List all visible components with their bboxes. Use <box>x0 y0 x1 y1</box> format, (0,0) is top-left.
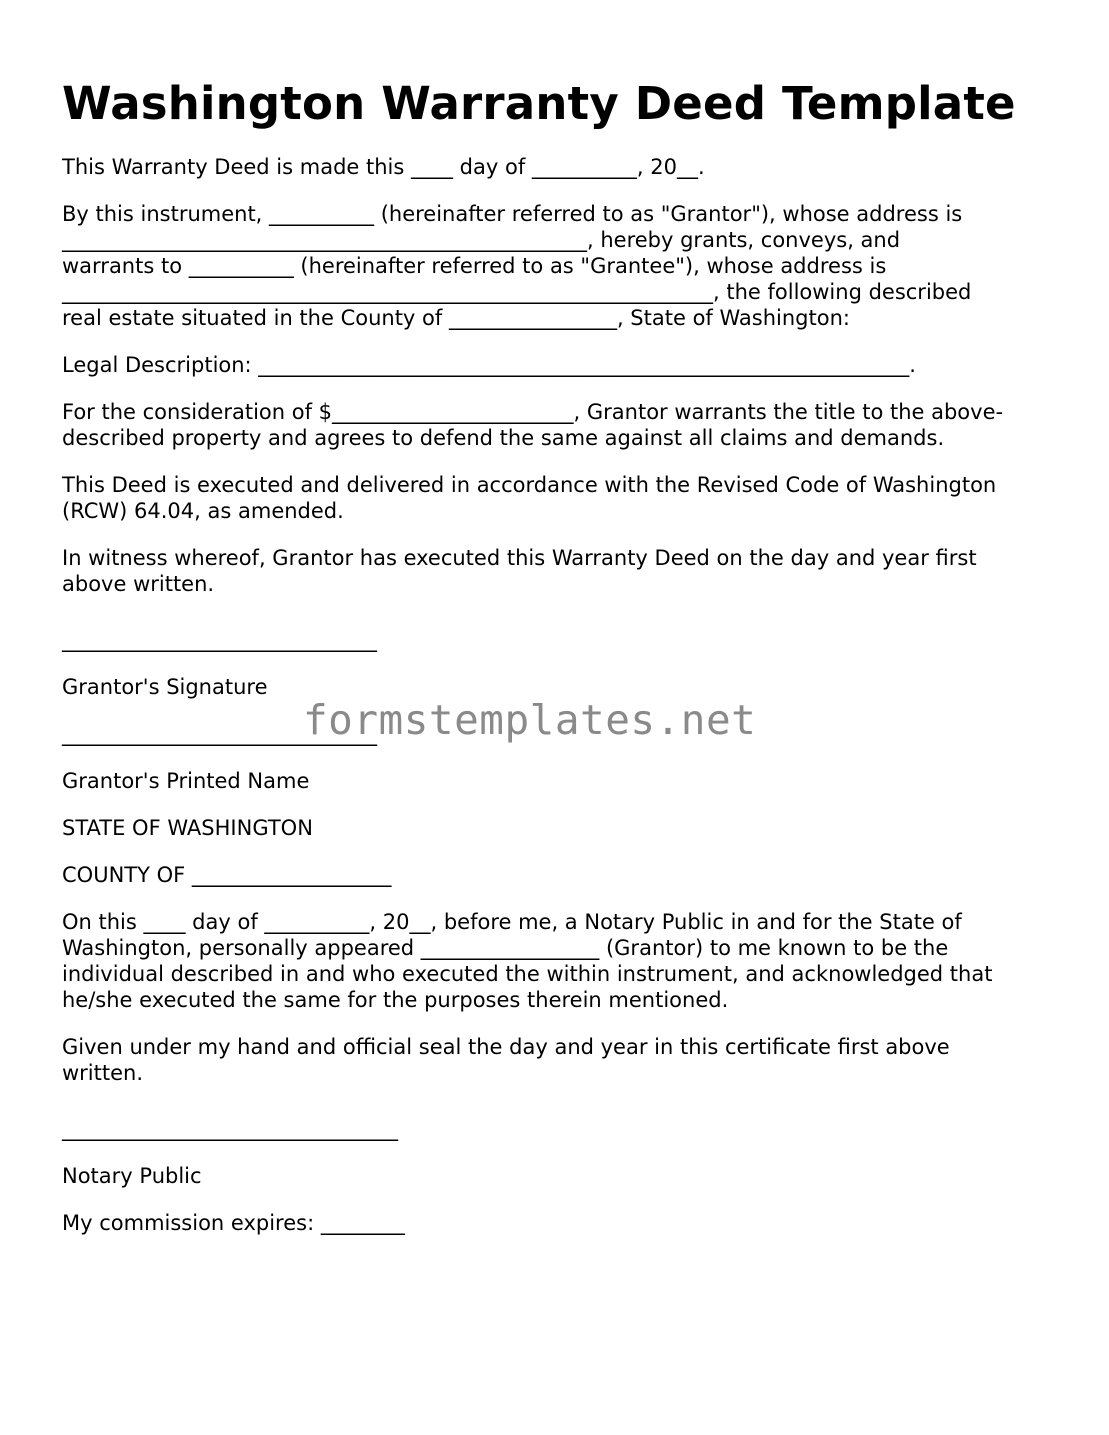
grant-clause-line: __________________________________________________, hereby grants, conveys, and <box>62 228 901 252</box>
grantor-signature-label: Grantor's Signature <box>62 675 268 699</box>
grant-clause-line: ______________________________________________________________, the following described <box>62 280 972 304</box>
rcw-line: This Deed is executed and delivered in accordance with the Revised Code of Washington <box>62 473 997 497</box>
county-label: COUNTY OF ___________________ <box>62 863 392 887</box>
consideration-paragraph <box>62 399 1047 451</box>
given-line: written. <box>62 1061 144 1085</box>
document-page <box>62 72 1047 1257</box>
document-title: Washington Warranty Deed Template <box>62 77 1016 130</box>
notary-line: On this ____ day of __________, 20__, before me, a Notary Public in and for the State of <box>62 910 962 934</box>
rcw-paragraph <box>62 472 1047 524</box>
grant-clause-paragraph <box>62 201 1047 331</box>
notary-public-label: Notary Public <box>62 1164 202 1188</box>
given-paragraph <box>62 1034 1047 1086</box>
notary-line: he/she executed the same for the purposes therein mentioned. <box>62 988 729 1012</box>
notary-line: Washington, personally appeared _________________ (Grantor) to me known to be the <box>62 936 949 960</box>
intro-paragraph: This Warranty Deed is made this ____ day of __________, 20__. <box>62 155 705 179</box>
state-label: STATE OF WASHINGTON <box>62 816 313 840</box>
commission-expires: My commission expires: ________ <box>62 1211 405 1235</box>
notary-signature-line: ________________________________ <box>62 1117 398 1141</box>
rcw-line: (RCW) 64.04, as amended. <box>62 499 344 523</box>
consideration-line: For the consideration of $_______________________, Grantor warrants the title to the above- <box>62 400 1004 424</box>
notary-line: individual described in and who executed the within instrument, and acknowledged that <box>62 962 993 986</box>
witness-paragraph <box>62 545 1047 597</box>
grant-clause-line: By this instrument, __________ (hereinafter referred to as "Grantor"), whose address is <box>62 202 963 226</box>
watermark: formstemplates.net <box>303 696 757 744</box>
grant-clause-line: warrants to __________ (hereinafter referred to as "Grantee"), whose address is <box>62 254 887 278</box>
grant-clause-line: real estate situated in the County of ________________, State of Washington: <box>62 306 850 330</box>
given-line: Given under my hand and official seal the day and year in this certificate first above <box>62 1035 950 1059</box>
notary-paragraph <box>62 909 1047 1013</box>
witness-line: In witness whereof, Grantor has executed this Warranty Deed on the day and year first <box>62 546 977 570</box>
consideration-line: described property and agrees to defend the same against all claims and demands. <box>62 426 945 450</box>
grantor-printed-name-line: ______________________________ <box>62 722 377 746</box>
legal-description: Legal Description: ______________________________________________________________. <box>62 353 916 377</box>
witness-line: above written. <box>62 572 215 596</box>
grantor-signature-line: ______________________________ <box>62 628 377 652</box>
grantor-printed-name-label: Grantor's Printed Name <box>62 769 310 793</box>
